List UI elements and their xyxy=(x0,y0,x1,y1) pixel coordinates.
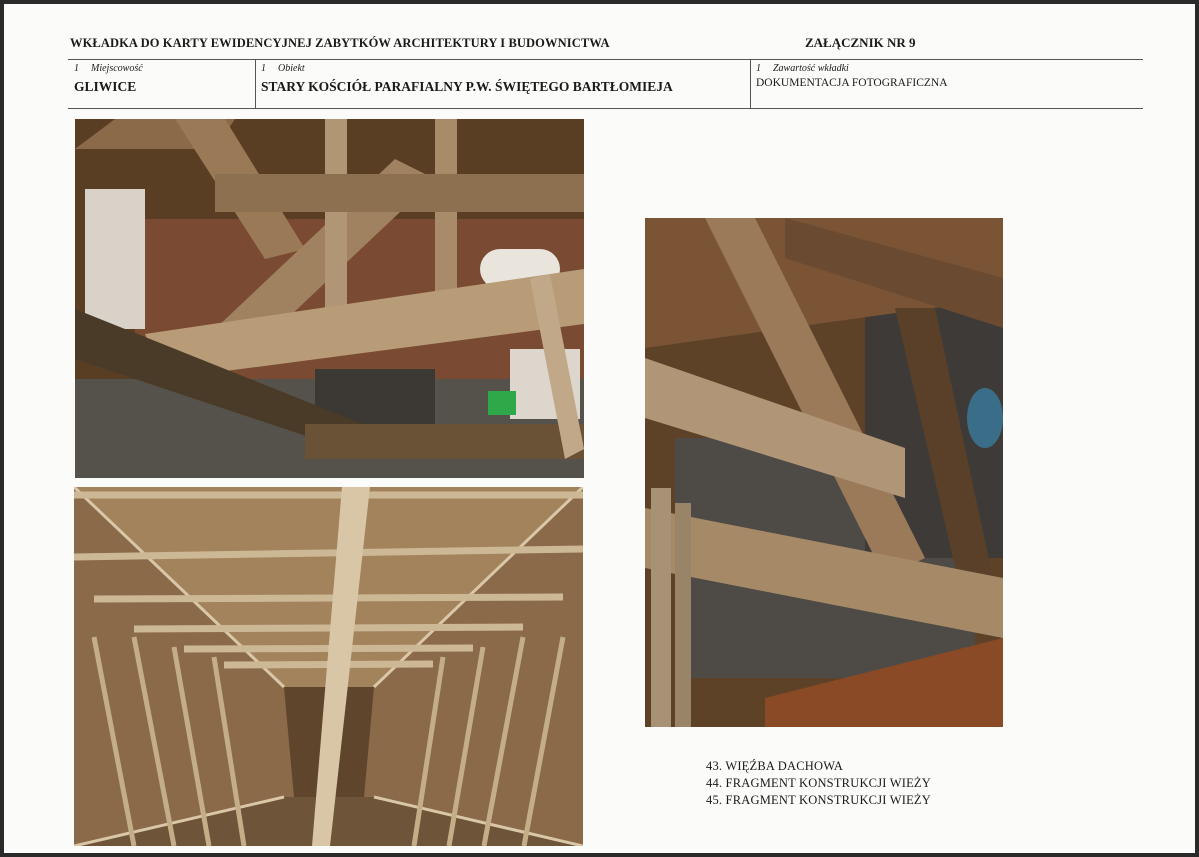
caption-44: 44. FRAGMENT KONSTRUKCJI WIEŻY xyxy=(706,776,931,790)
field-object-value: STARY KOŚCIÓŁ PARAFIALNY P.W. ŚWIĘTEGO BARTŁOMIEJA xyxy=(261,79,673,94)
photo-tower-construction-1 xyxy=(75,119,584,478)
photo-captions xyxy=(706,758,931,809)
document-title: WKŁADKA DO KARTY EWIDENCYJNEJ ZABYTKÓW ARCHITEKTURY I BUDOWNICTWA xyxy=(70,36,610,50)
caption-45: 45. FRAGMENT KONSTRUKCJI WIEŻY xyxy=(706,793,931,807)
annex-label: ZAŁĄCZNIK NR 9 xyxy=(805,35,916,50)
field-locality-label: 1 Miejscowość xyxy=(74,63,143,74)
field-contents-value: DOKUMENTACJA FOTOGRAFICZNA xyxy=(756,77,948,89)
field-locality-value: GLIWICE xyxy=(74,79,137,94)
photo-tower-construction-2 xyxy=(645,218,1003,727)
header-rule-bottom xyxy=(68,108,1143,109)
caption-43: 43. WIĘŹBA DACHOWA xyxy=(706,759,844,773)
field-object-label: 1 Obiekt xyxy=(261,63,305,74)
photo-roof-truss xyxy=(74,487,583,846)
header-rule-top xyxy=(68,59,1143,60)
header-divider-2 xyxy=(750,60,751,108)
field-contents-label: 1 Zawartość wkładki xyxy=(756,63,849,74)
header-divider-1 xyxy=(255,60,256,108)
